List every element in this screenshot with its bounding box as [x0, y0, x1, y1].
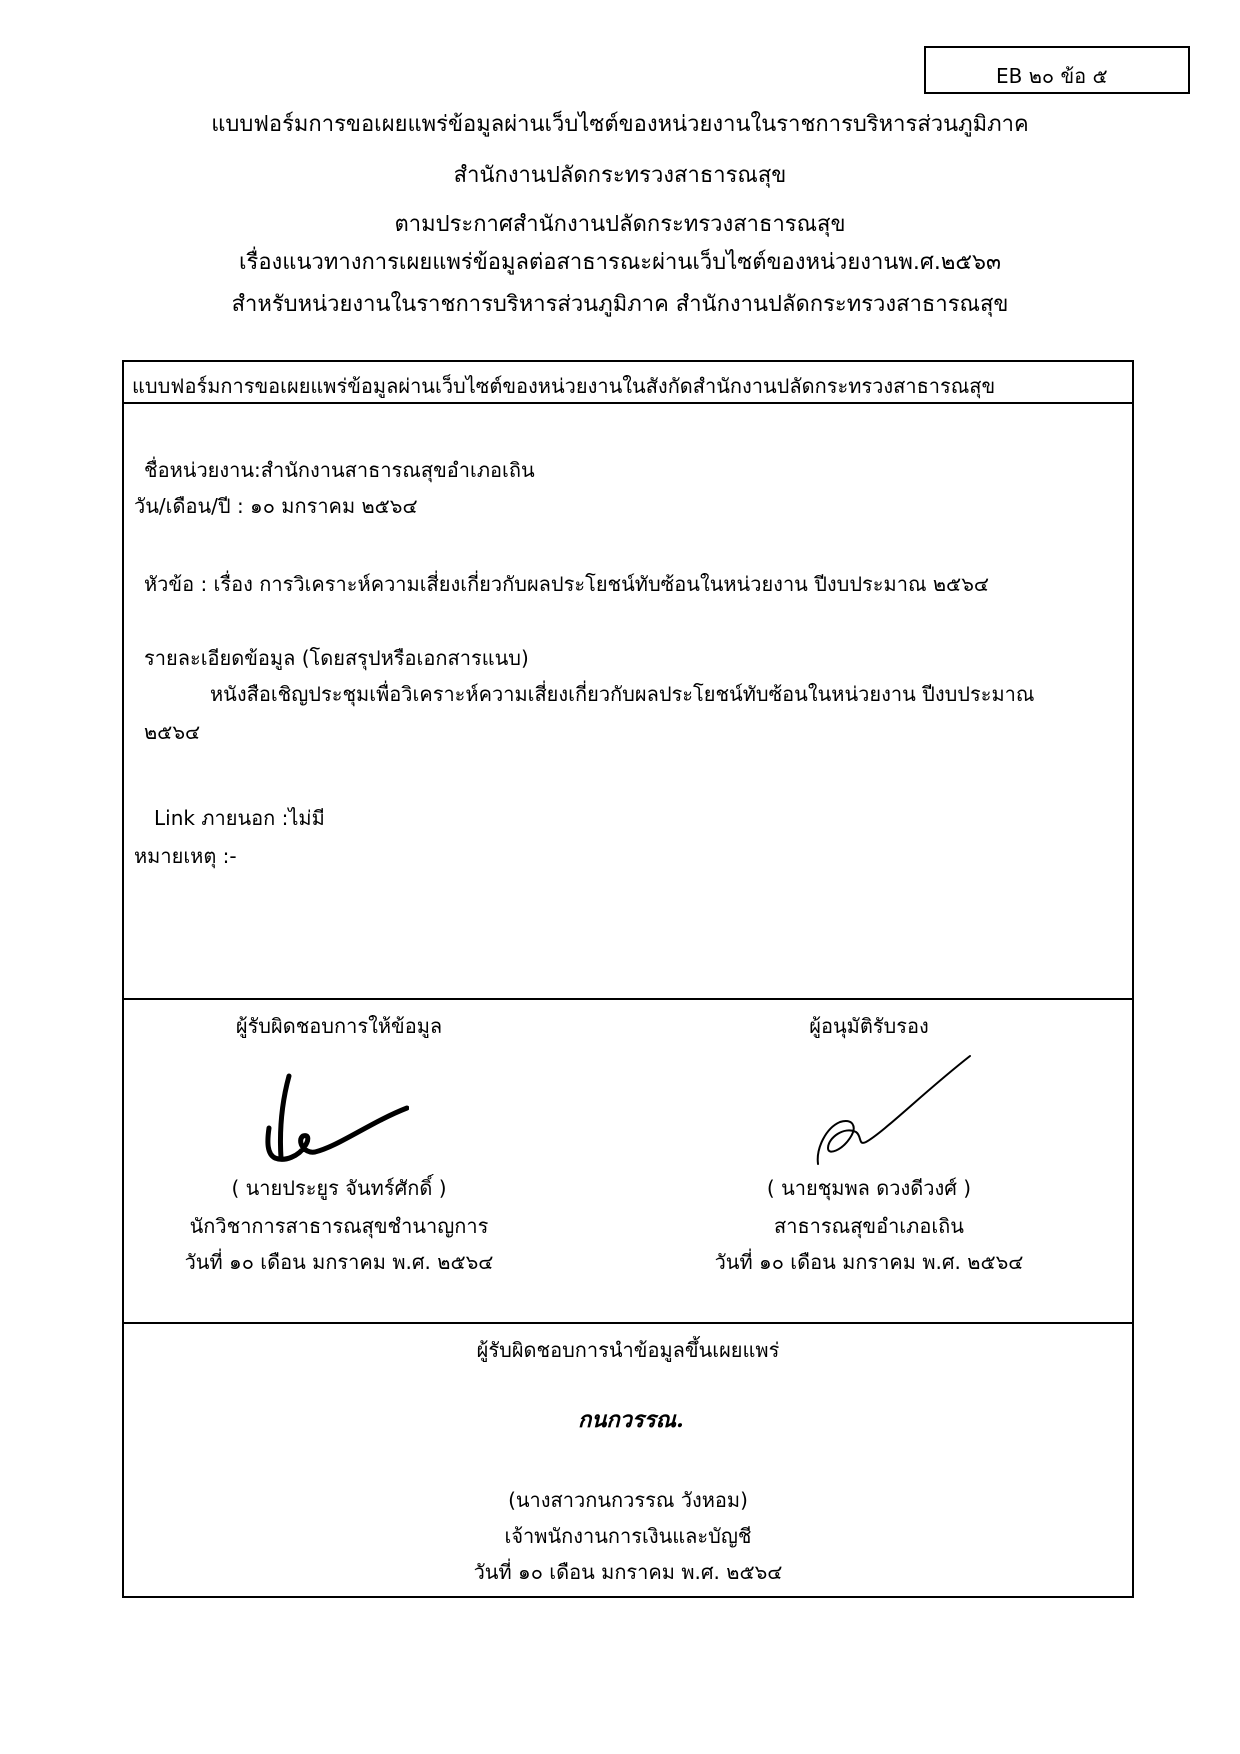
- details-text-line-2: ๒๕๖๔: [144, 720, 201, 744]
- details-text-line-1: หนังสือเชิญประชุมเพื่อวิเคราะห์ความเสี่ยงเกี่ยวกับผลประโยชน์ทับซ้อนในหน่วยงาน ปีงบประมาณ: [210, 682, 1035, 706]
- details-label: รายละเอียดข้อมูล (โดยสรุปหรือเอกสารแนบ): [144, 646, 529, 670]
- form-date: วัน/เดือน/ปี : ๑๐ มกราคม ๒๕๖๔: [134, 494, 418, 518]
- responsible-date: วันที่ ๑๐ เดือน มกราคม พ.ศ. ๒๕๖๔: [184, 1250, 494, 1274]
- responsible-name: ( นายประยูร จันทร์ศักดิ์ ): [231, 1176, 447, 1200]
- approver-name: ( นายชุมพล ดวงดีวงศ์ ): [766, 1176, 972, 1200]
- document-code: EB ๒๐ ข้อ ๕: [996, 64, 1108, 88]
- form-title: แบบฟอร์มการขอเผยแพร่ข้อมูลผ่านเว็บไซต์ของหน่วยงานในสังกัดสำนักงานปลัดกระทรวงสาธารณสุข: [132, 374, 996, 398]
- publisher-signature: กนกวรรณ.: [578, 1407, 684, 1433]
- form-topic: หัวข้อ : เรื่อง การวิเคราะห์ความเสี่ยงเกี่ยวกับผลประโยชน์ทับซ้อนในหน่วยงาน ปีงบประมาณ ๒๕๖๔: [144, 572, 990, 596]
- agency-name: ชื่อหน่วยงาน:สำนักงานสาธารณสุขอำเภอเถิน: [144, 458, 535, 482]
- responsible-heading: ผู้รับผิดชอบการให้ข้อมูล: [235, 1014, 443, 1038]
- approver-signature-image: [814, 1052, 974, 1172]
- header-line-3: ตามประกาศสำนักงานปลัดกระทรวงสาธารณสุข: [394, 212, 846, 237]
- responsible-position: นักวิชาการสาธารณสุขชำนาญการ: [189, 1214, 489, 1238]
- approver-position: สาธารณสุขอำเภอเถิน: [774, 1214, 964, 1238]
- document-code-box: [924, 46, 1190, 94]
- publisher-heading: ผู้รับผิดชอบการนำข้อมูลขึ้นเผยแพร่: [476, 1338, 780, 1362]
- title-divider: [124, 402, 1132, 404]
- form-note: หมายเหตุ :-: [134, 844, 237, 868]
- publisher-name: (นางสาวกนกวรรณ วังหอม): [508, 1488, 748, 1512]
- approver-heading: ผู้อนุมัติรับรอง: [809, 1014, 929, 1038]
- publisher-position: เจ้าพนักงานการเงินและบัญชี: [504, 1524, 752, 1548]
- header-line-1: แบบฟอร์มการขอเผยแพร่ข้อมูลผ่านเว็บไซต์ของหน่วยงานในราชการบริหารส่วนภูมิภาค: [211, 112, 1029, 137]
- publisher-date: วันที่ ๑๐ เดือน มกราคม พ.ศ. ๒๕๖๔: [473, 1560, 783, 1584]
- publisher-divider: [124, 1322, 1132, 1324]
- request-form: [122, 360, 1134, 1598]
- approver-date: วันที่ ๑๐ เดือน มกราคม พ.ศ. ๒๕๖๔: [714, 1250, 1024, 1274]
- signature-divider: [124, 998, 1132, 1000]
- header-line-5: สำหรับหน่วยงานในราชการบริหารส่วนภูมิภาค สำนักงานปลัดกระทรวงสาธารณสุข: [231, 292, 1009, 317]
- responsible-signature-image: [259, 1068, 409, 1168]
- external-link: Link ภายนอก :ไม่มี: [154, 806, 325, 830]
- header-line-2: สำนักงานปลัดกระทรวงสาธารณสุข: [453, 163, 787, 188]
- header-line-4: เรื่องแนวทางการเผยแพร่ข้อมูลต่อสาธารณะผ่านเว็บไซต์ของหน่วยงานพ.ศ.๒๕๖๓: [238, 250, 1002, 275]
